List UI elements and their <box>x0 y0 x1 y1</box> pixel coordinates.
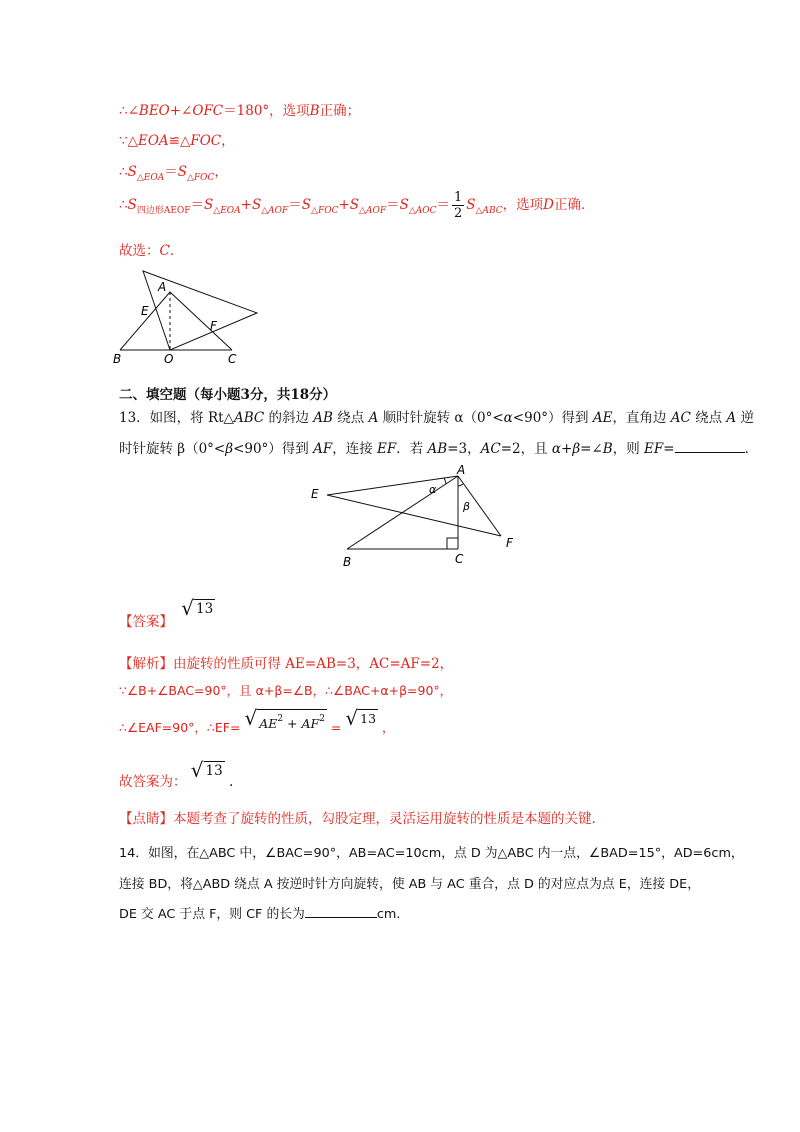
alpha-arc <box>444 478 446 484</box>
right-angle-mark <box>447 538 458 549</box>
prev-line-3: $\therefore S_{\triangle EOA}=S_{\triangle FOC}$， <box>119 164 228 183</box>
q13-line-1: 13．如图，将 Rt△ABC 的斜边 AB 绕点 A 顺时针旋转 α（0°<α<90°）得到 AE，直角边 AC 绕点 A 逆 <box>119 410 754 426</box>
q14-line-3: DE 交 AC 于点 F，则 CF 的长为 cm. <box>119 903 400 922</box>
analysis-label: 【解析】 <box>119 656 173 672</box>
label-A: A <box>457 463 466 477</box>
section-heading: 二、填空题（每小题3分，共18分） <box>119 387 337 403</box>
prev-line-1: ∴∠BEO+∠OFC＝180°，选项B正确； <box>119 103 361 119</box>
answer-label: 【答案】 <box>119 614 173 630</box>
analysis-line-4: 故答案为： √ 13 . <box>119 758 234 790</box>
comment-line: 【点睛】本题考查了旋转的性质，勾股定理，灵活运用旋转的性质是本题的关键. <box>119 811 596 827</box>
label-E: E <box>311 487 319 501</box>
prev-line-4: $\therefore S_{四边形AEOF}=S_{\triangle EOA}+S_{\triangle AOF}=S_{\triangle FOC}+S_{\triangle AOF}=S_{\triangle AOC}=$ $\frac{1}{2}$ $S_{\triangle ABC}$，选项D正确． <box>119 190 595 221</box>
comment-label: 【点睛】 <box>119 811 173 827</box>
label-F: F <box>210 319 217 333</box>
label-B: B <box>113 352 122 366</box>
beta-arc <box>458 484 463 486</box>
label-E: E <box>141 304 149 318</box>
segment-EF <box>327 495 501 536</box>
q14-answer-blank <box>305 903 377 918</box>
analysis-line-3: ∴∠EAF=90°，∴EF= √ $AE^2 + AF^2$ = √ 13 ， <box>119 706 395 735</box>
figure-previous-question <box>110 265 270 370</box>
label-B: B <box>343 555 352 569</box>
q13-answer-blank <box>675 438 745 453</box>
q13-line-2: 时针旋转 β（0°<β<90°）得到 AF，连接 EF．若 AB=3，AC=2，且 α+β=∠B，则 EF= ． <box>119 437 758 457</box>
analysis-line-1: 【解析】由旋转的性质可得 AE=AB=3，AC=AF=2， <box>119 656 454 672</box>
label-alpha: α <box>429 483 437 496</box>
label-C: C <box>455 552 464 566</box>
label-C: C <box>228 352 237 366</box>
label-O: O <box>164 352 174 366</box>
q14-line-2: 连接 BD，将△ABD 绕点 A 按逆时针方向旋转，使 AB 与 AC 重合，点 D 的对应点为点 E，连接 DE， <box>119 877 701 892</box>
q14-line-1: 14．如图，在△ABC 中，∠BAC=90°，AB=AC=10cm，点 D 为△ABC 内一点，∠BAD=15°，AD=6cm， <box>119 846 744 861</box>
prev-line-2: ∵△EOA≌△FOC， <box>119 133 235 149</box>
label-A: A <box>158 280 167 294</box>
prev-answer-line: 故选：C． <box>119 243 184 259</box>
label-F: F <box>506 536 513 550</box>
final-sqrt: √ 13 <box>190 758 223 782</box>
figure-q13 <box>305 462 535 572</box>
answer-line <box>119 598 215 630</box>
ef-sqrt-expression: √ $AE^2 + AF^2$ <box>244 706 325 731</box>
label-beta: β <box>463 500 471 513</box>
ef-sqrt-result: √ 13 <box>345 706 377 730</box>
analysis-line-2: ∵∠B+∠BAC=90°，且 α+β=∠B，∴∠BAC+α+β=90°， <box>119 683 453 698</box>
answer-sqrt: √ 13 <box>181 596 214 620</box>
segment-AE <box>327 476 458 495</box>
one-half-fraction: $\frac{1}{2}$ <box>454 190 463 221</box>
